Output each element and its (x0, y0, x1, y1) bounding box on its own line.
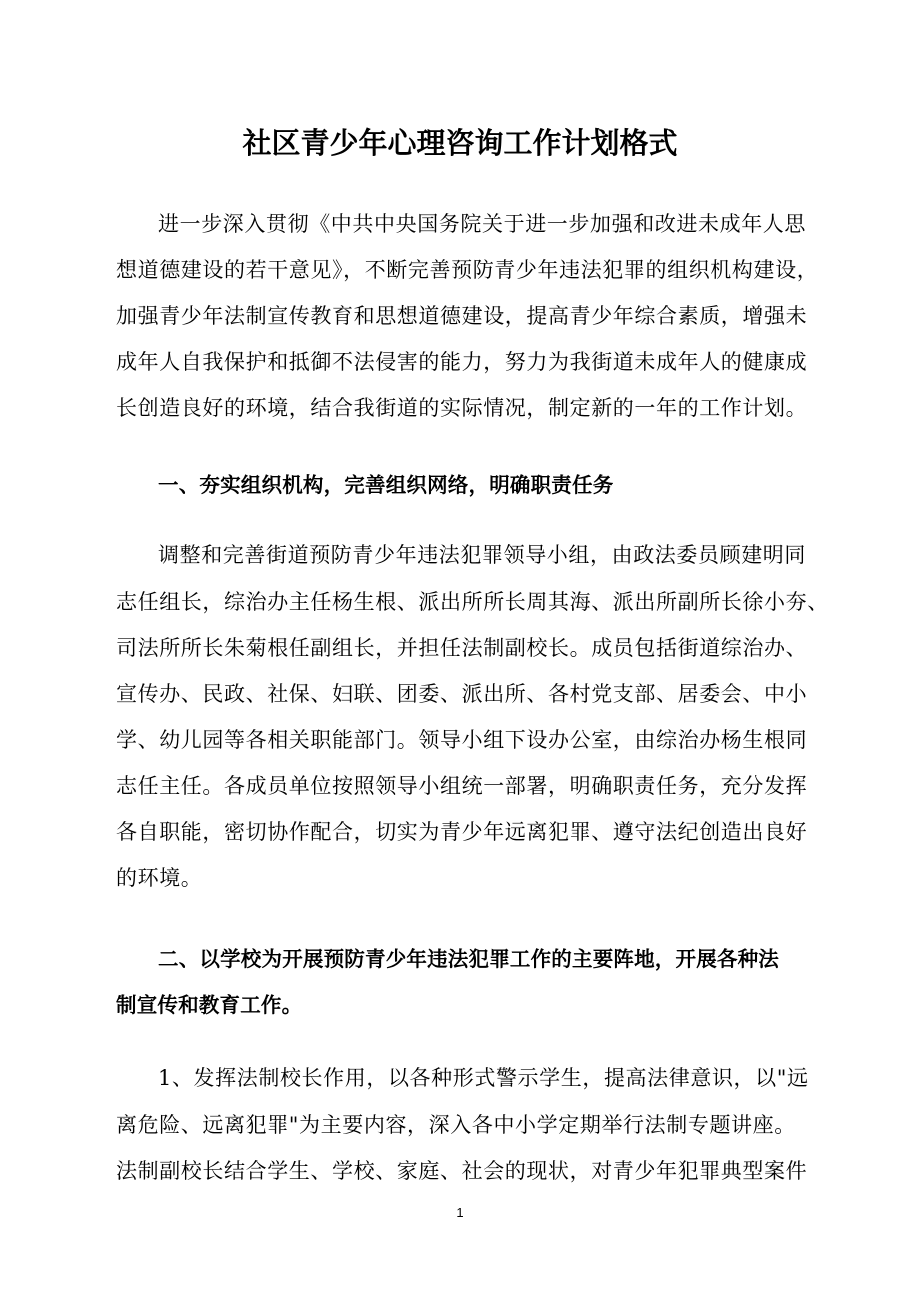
intro-paragraph-line: 长创造良好的环境，结合我街道的实际情况，制定新的一年的工作计划。 (116, 396, 808, 420)
section-1-heading: 一、夯实组织机构，完善组织网络，明确职责任务 (158, 473, 614, 497)
section-1-paragraph-line: 学、幼儿园等各相关职能部门。领导小组下设办公室，由综治办杨生根同 (116, 728, 808, 752)
intro-paragraph-line: 加强青少年法制宣传教育和思想道德建设，提高青少年综合素质，增强未 (116, 304, 808, 328)
section-1-paragraph-line: 志任组长，综治办主任杨生根、派出所所长周其海、派出所副所长徐小夯、 (116, 590, 829, 614)
section-1-paragraph-line: 志任主任。各成员单位按照领导小组统一部署，明确职责任务，充分发挥 (116, 774, 808, 798)
section-2-heading: 制宣传和教育工作。 (116, 993, 303, 1017)
document-title: 社区青少年心理咨询工作计划格式 (242, 126, 678, 160)
section-2-heading: 二、以学校为开展预防青少年违法犯罪工作的主要阵地，开展各种法 (158, 947, 779, 971)
section-1-paragraph-line: 的环境。 (116, 866, 203, 890)
intro-paragraph-line: 成年人自我保护和抵御不法侵害的能力，努力为我街道未成年人的健康成 (116, 350, 808, 374)
section-1-paragraph-line: 司法所所长朱菊根任副组长，并担任法制副校长。成员包括街道综治办、 (116, 636, 808, 660)
intro-paragraph-line: 进一步深入贯彻《中共中央国务院关于进一步加强和改进未成年人思 (158, 212, 806, 236)
section-2-item-1-line: 1、发挥法制校长作用，以各种形式警示学生，提高法律意识，以"远 (158, 1066, 809, 1090)
section-1-paragraph-line: 各自职能，密切协作配合，切实为青少年远离犯罪、遵守法纪创造出良好 (116, 820, 808, 844)
page-number: 1 (456, 1205, 464, 1220)
section-1-paragraph-line: 宣传办、民政、社保、妇联、团委、派出所、各村党支部、居委会、中小 (116, 682, 808, 706)
section-1-paragraph-line: 调整和完善街道预防青少年违法犯罪领导小组，由政法委员顾建明同 (158, 543, 806, 567)
section-2-item-1-line: 离危险、远离犯罪"为主要内容，深入各中小学定期举行法制专题讲座。 (116, 1113, 796, 1137)
section-2-item-1-line: 法制副校长结合学生、学校、家庭、社会的现状，对青少年犯罪典型案件 (116, 1159, 808, 1183)
intro-paragraph-line: 想道德建设的若干意见》，不断完善预防青少年违法犯罪的组织机构建设， (116, 258, 819, 282)
